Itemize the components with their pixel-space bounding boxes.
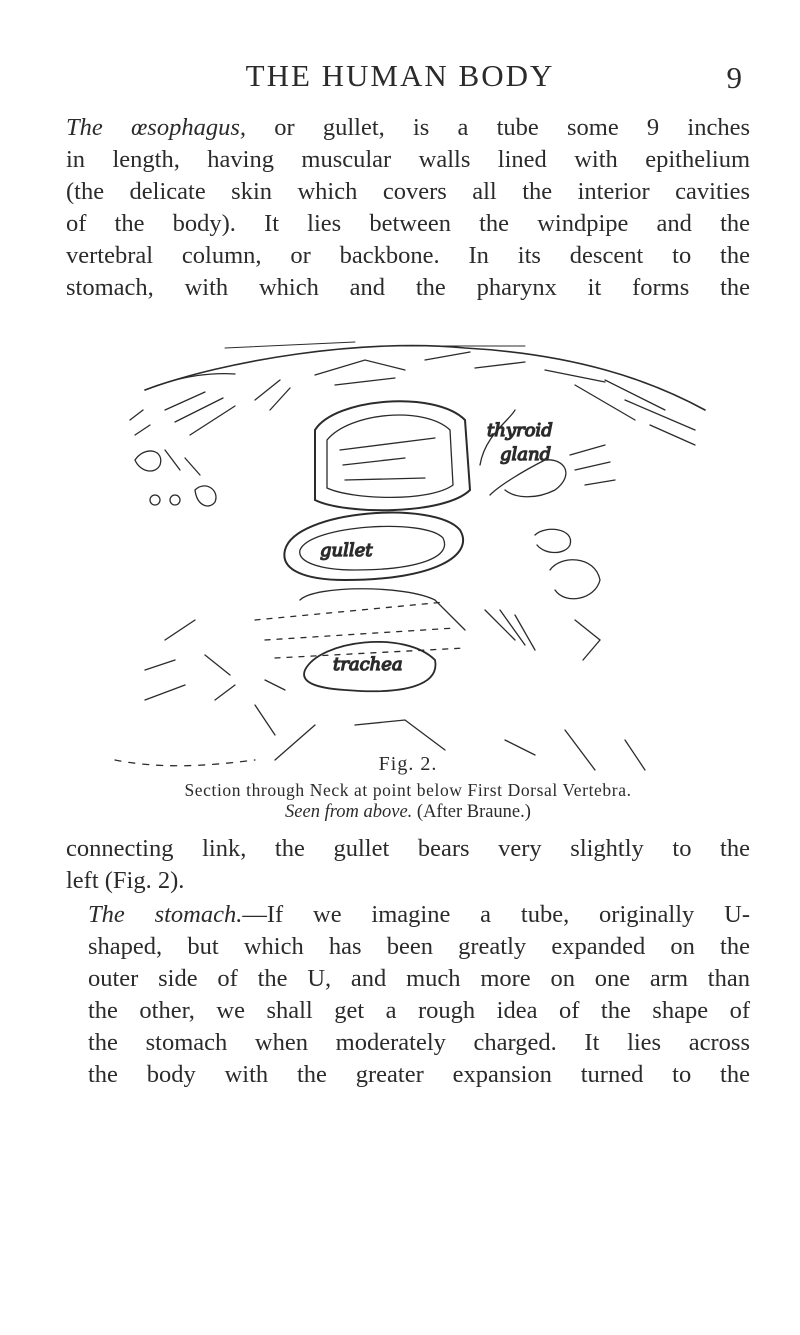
running-title: THE HUMAN BODY bbox=[245, 58, 555, 93]
caption-credit: (After Braune.) bbox=[416, 802, 531, 822]
text-line: the other, we shall get a rough idea of the shape of bbox=[88, 997, 750, 1024]
text-line: the stomach when moderately charged. It lies across bbox=[88, 1029, 750, 1056]
text-line: the body with the greater expansion turned to the bbox=[88, 1061, 750, 1088]
neck-section-illustration bbox=[105, 340, 710, 780]
figure-caption-title: Section through Neck at point below First Dorsal Vertebra. bbox=[184, 780, 632, 800]
text-line: in length, having muscular walls lined with epithelium bbox=[66, 146, 750, 173]
paragraph-oesophagus bbox=[66, 112, 750, 304]
label-trachea: trachea bbox=[333, 654, 403, 675]
text-line: outer side of the U, and much more on one arm than bbox=[88, 965, 750, 992]
text-line: of the body). It lies between the windpipe and the bbox=[66, 210, 750, 237]
label-thyroid: thyroid bbox=[487, 420, 553, 441]
figure-number: Fig. 2. bbox=[378, 753, 438, 775]
text-line: vertebral column, or backbone. In its descent to the bbox=[66, 242, 750, 269]
page-number: 9 bbox=[726, 60, 742, 95]
label-gland: gland bbox=[500, 444, 552, 465]
text-line: connecting link, the gullet bears very slightly to the bbox=[66, 835, 750, 862]
label-gullet: gullet bbox=[320, 540, 373, 561]
paragraph-stomach bbox=[66, 899, 750, 1091]
figure-caption-source bbox=[66, 802, 750, 823]
text-line: The stomach.—If we imagine a tube, originally U- bbox=[88, 901, 750, 928]
paragraph-connecting-link bbox=[66, 833, 750, 897]
caption-view: Seen from above. bbox=[285, 802, 413, 822]
running-head bbox=[0, 58, 800, 98]
term-stomach: The stomach. bbox=[88, 901, 243, 928]
text-line: shaped, but which has been greatly expanded on the bbox=[88, 933, 750, 960]
text-line: left (Fig. 2). bbox=[66, 867, 185, 894]
text-line: The œsophagus, or gullet, is a tube some 9 inches bbox=[66, 114, 750, 141]
text-line: (the delicate skin which covers all the interior cavities bbox=[66, 178, 750, 205]
term-oesophagus: The œsophagus, bbox=[66, 114, 246, 141]
text-line: stomach, with which and the pharynx it forms the bbox=[66, 274, 750, 301]
